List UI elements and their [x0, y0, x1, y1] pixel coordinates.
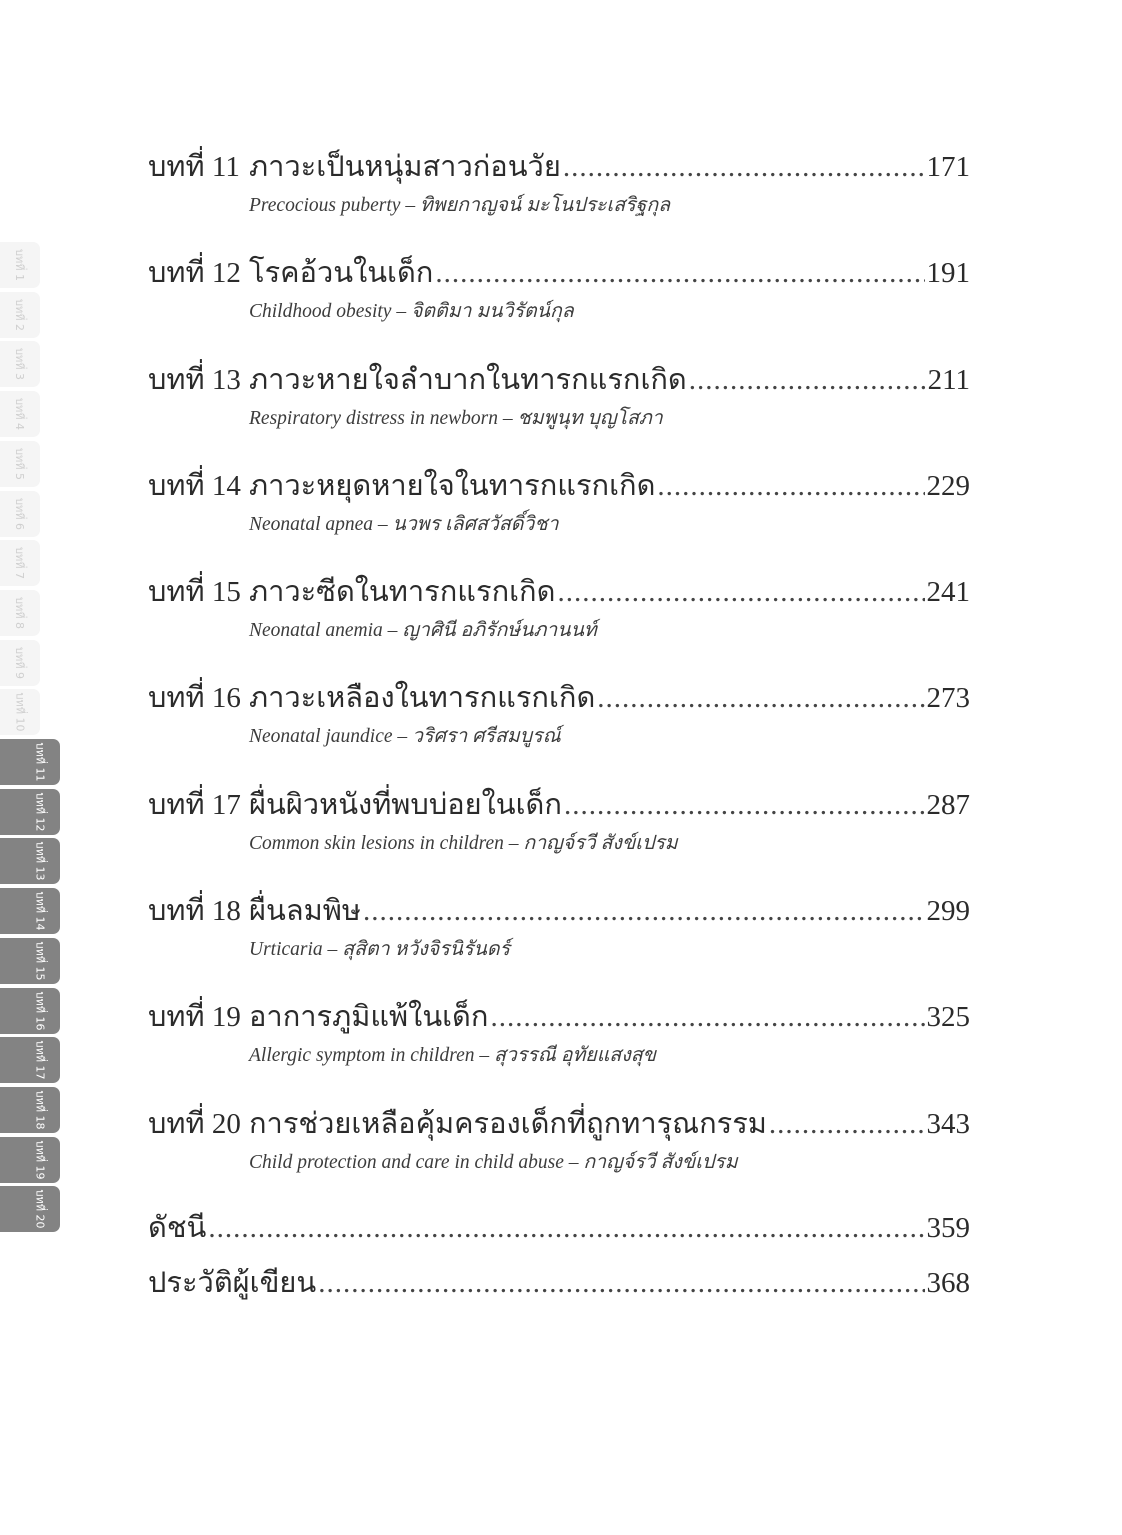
dot-leader	[557, 570, 924, 614]
side-tab-label: บทที่ 12	[32, 792, 46, 832]
toc-line	[148, 358, 970, 402]
toc-entry[interactable]	[148, 464, 970, 570]
page-number: 211	[927, 363, 970, 396]
side-tab-active[interactable]	[0, 1137, 60, 1183]
toc-line	[148, 995, 970, 1039]
side-tab-label: บทที่ 3	[12, 348, 26, 381]
side-tab-label: บทที่ 9	[12, 646, 26, 679]
authors-title: ประวัติผู้เขียน	[148, 1267, 317, 1299]
side-tab[interactable]	[0, 491, 40, 537]
page-number: 229	[926, 469, 970, 502]
toc-entry[interactable]	[148, 676, 970, 782]
side-tab[interactable]	[0, 242, 40, 288]
side-tab-label: บทที่ 15	[32, 941, 46, 981]
chapter-subtitle: Child protection and care in child abuse – กาญจ์รวี สังข์เปรม	[249, 1151, 738, 1173]
dot-leader	[597, 676, 924, 720]
toc-entry[interactable]	[148, 570, 970, 676]
chapter-number: บทที่ 18	[148, 895, 241, 928]
toc-line	[148, 145, 970, 189]
dot-leader	[208, 1206, 924, 1250]
toc-entry[interactable]	[148, 783, 970, 889]
chapter-subtitle: Respiratory distress in newborn – ชมพูนุท บุญโสภา	[249, 407, 663, 429]
side-tab[interactable]	[0, 540, 40, 586]
side-tab[interactable]	[0, 341, 40, 387]
chapter-subtitle: Neonatal anemia – ญาศินี อภิรักษ์นภานนท์	[249, 620, 597, 642]
side-tab-active[interactable]	[0, 838, 60, 884]
toc-line	[148, 570, 970, 614]
side-tab-label: บทที่ 4	[12, 398, 26, 431]
page-number: 359	[926, 1212, 970, 1244]
page-number: 171	[926, 151, 970, 183]
side-tab-label: บทที่ 10	[12, 692, 26, 732]
table-of-contents	[148, 145, 970, 1208]
toc-entry[interactable]	[148, 1102, 970, 1208]
toc-line	[148, 889, 970, 933]
dot-leader	[769, 1102, 925, 1146]
side-tab[interactable]	[0, 292, 40, 338]
side-tab-active[interactable]	[0, 1186, 60, 1232]
toc-line	[148, 783, 970, 827]
toc-line	[148, 1102, 970, 1146]
page-number: 273	[926, 682, 970, 715]
side-tab-active[interactable]	[0, 988, 60, 1034]
chapter-number: บทที่ 20	[148, 1107, 241, 1140]
side-tab-active[interactable]	[0, 1037, 60, 1083]
toc-line	[148, 676, 970, 720]
side-tab-label: บทที่ 17	[32, 1040, 46, 1080]
chapter-number: บทที่ 17	[148, 788, 241, 821]
toc-authors-entry[interactable]	[148, 1261, 970, 1305]
side-tab[interactable]	[0, 391, 40, 437]
chapter-number: บทที่ 19	[148, 1001, 241, 1034]
toc-entry[interactable]	[148, 358, 970, 464]
chapter-title: ภาวะเป็นหนุ่มสาวก่อนวัย	[249, 151, 561, 183]
side-tab-label: บทที่ 20	[32, 1189, 46, 1229]
toc-index-entry[interactable]	[148, 1206, 970, 1250]
side-tab-label: บทที่ 16	[32, 991, 46, 1030]
side-tab[interactable]	[0, 689, 40, 735]
chapter-title: ผื่นลมพิษ	[249, 895, 361, 928]
dot-leader	[363, 889, 925, 933]
chapter-title: ภาวะหายใจลำบากในทารกแรกเกิด	[249, 363, 687, 396]
chapter-subtitle: Urticaria – สุสิตา หวังจิรนิรันดร์	[249, 939, 510, 961]
chapter-number: บทที่ 11	[148, 151, 240, 183]
chapter-number: บทที่ 13	[148, 363, 241, 396]
side-tab-label: บทที่ 2	[12, 298, 26, 331]
chapter-title: โรคอ้วนในเด็ก	[249, 257, 434, 290]
toc-line	[148, 251, 970, 295]
chapter-number: บทที่ 14	[148, 469, 241, 502]
page-number: 368	[926, 1267, 970, 1299]
side-tab-label: บทที่ 13	[32, 841, 46, 881]
side-tab-label: บทที่ 14	[32, 891, 46, 931]
side-tab-active[interactable]	[0, 938, 60, 984]
chapter-subtitle: Common skin lesions in children – กาญจ์รวี สังข์เปรม	[249, 832, 678, 854]
chapter-number: บทที่ 16	[148, 682, 241, 715]
toc-line	[148, 1261, 970, 1305]
dot-leader	[563, 145, 925, 189]
side-tab[interactable]	[0, 640, 40, 686]
dot-leader	[564, 783, 925, 827]
side-tab-label: บทที่ 5	[12, 447, 26, 480]
page-number: 299	[926, 895, 970, 928]
side-tab-label: บทที่ 18	[32, 1090, 46, 1130]
dot-leader	[318, 1261, 924, 1305]
dot-leader	[435, 251, 924, 295]
side-tab-label: บทที่ 7	[12, 547, 26, 580]
chapter-title: ผื่นผิวหนังที่พบบ่อยในเด็ก	[249, 788, 562, 821]
chapter-title: อาการภูมิแพ้ในเด็ก	[249, 1001, 489, 1034]
chapter-title: ภาวะเหลืองในทารกแรกเกิด	[249, 682, 596, 715]
chapter-subtitle: Childhood obesity – จิตติมา มนวิรัตน์กุล	[249, 301, 574, 323]
side-tab-label: บทที่ 19	[32, 1140, 46, 1180]
toc-entry[interactable]	[148, 889, 970, 995]
chapter-title: ภาวะซีดในทารกแรกเกิด	[249, 576, 556, 609]
page-number: 191	[926, 257, 970, 290]
side-tab-label: บทที่ 11	[32, 742, 46, 782]
side-tab-label: บทที่ 6	[12, 497, 26, 530]
chapter-title: ภาวะหยุดหายใจในทารกแรกเกิด	[249, 469, 656, 502]
chapter-subtitle: Allergic symptom in children – สุวรรณี อุทัยแสงสุข	[249, 1045, 656, 1067]
dot-leader	[490, 995, 924, 1039]
dot-leader	[689, 358, 926, 402]
side-tab[interactable]	[0, 590, 40, 636]
page-number: 287	[926, 788, 970, 821]
chapter-title: การช่วยเหลือคุ้มครองเด็กที่ถูกทารุณกรรม	[249, 1107, 767, 1140]
toc-entry[interactable]	[148, 251, 970, 357]
side-tab[interactable]	[0, 441, 40, 487]
chapter-subtitle: Neonatal jaundice – วริศรา ศรีสมบูรณ์	[249, 726, 561, 748]
toc-line	[148, 1206, 970, 1250]
page-number: 325	[926, 1001, 970, 1034]
side-tab-label: บทที่ 1	[12, 249, 26, 281]
dot-leader	[657, 464, 924, 508]
toc-entry[interactable]	[148, 995, 970, 1101]
side-tab-active[interactable]	[0, 1087, 60, 1133]
page-number: 343	[926, 1107, 970, 1140]
page-number: 241	[926, 576, 970, 609]
chapter-number: บทที่ 12	[148, 257, 241, 290]
toc-entry[interactable]	[148, 145, 970, 251]
toc-line	[148, 464, 970, 508]
side-tab-label: บทที่ 8	[12, 596, 26, 629]
side-tab-active[interactable]	[0, 888, 60, 934]
chapter-number: บทที่ 15	[148, 576, 241, 609]
side-tab-active[interactable]	[0, 789, 60, 835]
index-title: ดัชนี	[148, 1212, 207, 1244]
chapter-subtitle: Neonatal apnea – นวพร เลิศสวัสดิ์วิชา	[249, 513, 559, 535]
side-tab-active[interactable]	[0, 739, 60, 785]
chapter-subtitle: Precocious puberty – ทิพยกาญจน์ มะโนประเสริฐกุล	[249, 195, 671, 216]
